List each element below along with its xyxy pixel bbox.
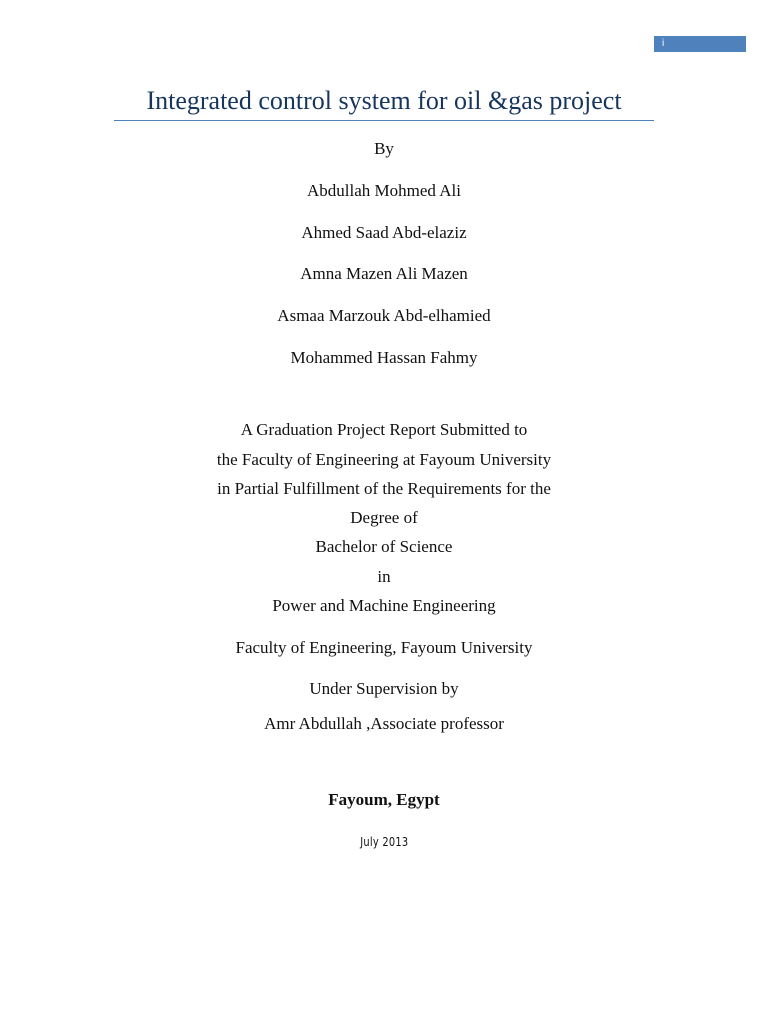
supervisor-name: Amr Abdullah ,Associate professor — [264, 714, 504, 733]
department-name: Power and Machine Engineering — [272, 596, 496, 615]
by-label: By — [374, 139, 394, 158]
page-number: i — [662, 38, 665, 49]
in-label: in — [377, 567, 391, 586]
submission-line: in Partial Fulfillment of the Requirements for the — [217, 479, 551, 498]
date-container — [0, 830, 768, 853]
date: July 2013 — [359, 835, 409, 849]
page-number-tab — [654, 36, 746, 52]
author-name: Ahmed Saad Abd-elaziz — [301, 223, 467, 242]
author-name: Mohammed Hassan Fahmy — [290, 348, 478, 367]
place: Fayoum, Egypt — [328, 790, 440, 809]
title-underline — [114, 120, 654, 121]
submission-line: A Graduation Project Report Submitted to — [240, 420, 528, 439]
author-name: Abdullah Mohmed Ali — [307, 181, 461, 200]
author-name: Amna Mazen Ali Mazen — [300, 264, 468, 283]
faculty-name: Faculty of Engineering, Fayoum University — [235, 638, 533, 657]
degree-of-label: Degree of — [350, 508, 418, 527]
degree-name: Bachelor of Science — [315, 537, 453, 556]
document-title: Integrated control system for oil &gas project — [146, 86, 622, 115]
author-name: Asmaa Marzouk Abd-elhamied — [277, 306, 491, 325]
submission-line: the Faculty of Engineering at Fayoum University — [216, 450, 552, 469]
supervision-label: Under Supervision by — [309, 679, 459, 698]
